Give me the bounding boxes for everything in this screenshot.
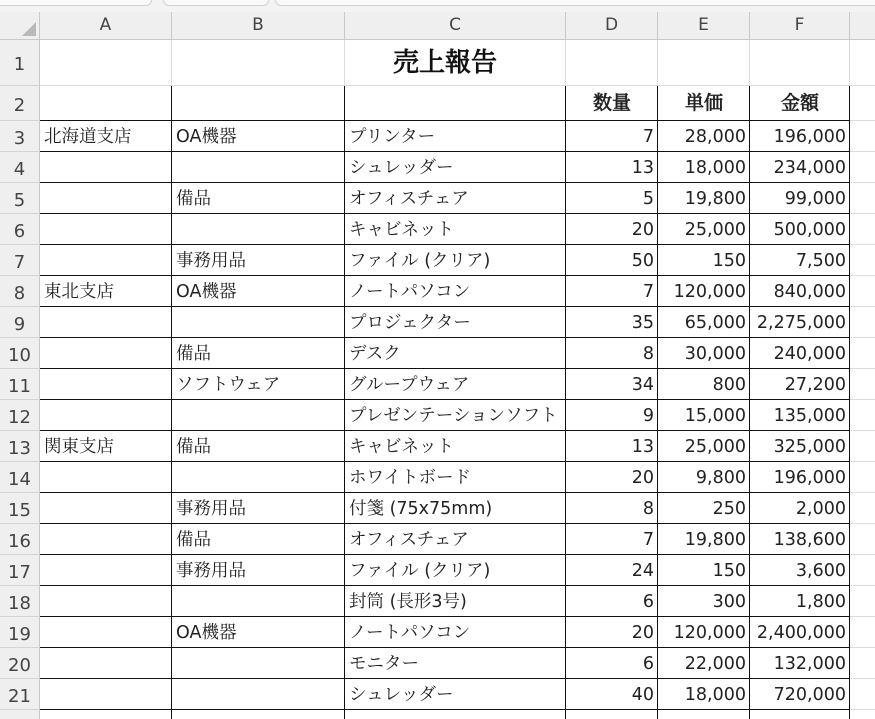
cell-price[interactable]: 120,000 (673, 282, 746, 302)
cell-price[interactable]: 800 (712, 375, 746, 395)
cell-price[interactable]: 15,000 (684, 406, 746, 426)
cell-qty[interactable]: 5 (642, 189, 654, 209)
cell-branch[interactable] (40, 214, 172, 245)
cell-category[interactable]: 事務用品 (176, 251, 246, 271)
row-header-19[interactable]: 19 (0, 617, 40, 648)
cell-item[interactable]: デスク (349, 344, 401, 364)
column-header-f[interactable]: F (750, 12, 850, 40)
cell-price[interactable]: 28,000 (684, 127, 746, 147)
cell-price[interactable]: 18,000 (684, 685, 746, 705)
cell-amount[interactable]: 196,000 (773, 468, 846, 488)
row-header-9[interactable]: 9 (0, 307, 40, 338)
cell-qty[interactable]: 7 (642, 282, 654, 302)
row-header-15[interactable]: 15 (0, 493, 40, 524)
table-border-horizontal (40, 647, 850, 648)
cell-branch[interactable] (40, 586, 172, 617)
row-header-2[interactable]: 2 (0, 86, 40, 121)
cell-amount[interactable]: 325,000 (773, 437, 846, 457)
cell-item[interactable]: ホワイトボード (349, 468, 471, 488)
row-header-4[interactable]: 4 (0, 152, 40, 183)
row-header-16[interactable]: 16 (0, 524, 40, 555)
cell-qty[interactable]: 9 (642, 406, 654, 426)
cell-amount[interactable]: 7,500 (795, 251, 846, 271)
cell-branch[interactable] (40, 617, 172, 648)
cell-amount[interactable]: 234,000 (773, 158, 846, 178)
cell-qty[interactable]: 13 (631, 437, 654, 457)
cell-price[interactable]: 120,000 (673, 623, 746, 643)
cell-qty[interactable]: 50 (631, 251, 654, 271)
select-all-triangle-icon (22, 22, 36, 36)
cell-category[interactable]: 事務用品 (176, 561, 246, 581)
table-border-horizontal (40, 678, 850, 679)
cell-amount[interactable]: 135,000 (773, 406, 846, 426)
cell-branch[interactable] (40, 307, 172, 338)
table-border-horizontal (40, 492, 850, 493)
cell-item[interactable]: モニター (349, 654, 419, 674)
cell-item[interactable]: プレゼンテーションソフト (349, 406, 558, 426)
table-border-horizontal (40, 306, 850, 307)
cell-branch[interactable] (40, 679, 172, 710)
cell-price[interactable]: 30,000 (684, 344, 746, 364)
tab-left[interactable] (0, 0, 152, 6)
row-header-20[interactable]: 20 (0, 648, 40, 679)
cell-amount[interactable]: 840,000 (773, 282, 846, 302)
cell-amount[interactable]: 2,000 (795, 499, 846, 519)
cell-category[interactable] (172, 400, 345, 431)
cell-branch[interactable]: 北海道支店 (44, 127, 132, 147)
cell-branch[interactable] (40, 400, 172, 431)
tab-middle[interactable] (163, 0, 269, 6)
table-border-horizontal (40, 151, 850, 152)
cell-category[interactable] (172, 679, 345, 710)
table-border-horizontal (40, 213, 850, 214)
cell-price[interactable]: 25,000 (684, 437, 746, 457)
column-header-g[interactable] (850, 12, 875, 40)
cell-amount[interactable]: 2,275,000 (756, 313, 846, 333)
cell-price[interactable]: 65,000 (684, 313, 746, 333)
cell-qty[interactable]: 20 (631, 468, 654, 488)
cell-item[interactable]: プロジェクター (349, 313, 471, 333)
row-header-18[interactable]: 18 (0, 586, 40, 617)
table-border-horizontal (40, 368, 850, 369)
row-header-11[interactable]: 11 (0, 369, 40, 400)
table-border-horizontal (40, 616, 850, 617)
row-header-10[interactable]: 10 (0, 338, 40, 369)
cell-qty[interactable]: 34 (631, 375, 654, 395)
cell-amount[interactable]: 138,600 (773, 530, 846, 550)
cell-branch[interactable] (40, 369, 172, 400)
row-header-13[interactable]: 13 (0, 431, 40, 462)
table-border-vertical (749, 86, 750, 719)
cell-price[interactable]: 25,000 (684, 220, 746, 240)
cell-item[interactable]: プリンター (349, 127, 436, 147)
cell-category[interactable] (172, 462, 345, 493)
cell-item[interactable]: シュレッダー (349, 158, 454, 178)
cell-price[interactable]: 22,000 (684, 654, 746, 674)
cell-branch[interactable] (40, 245, 172, 276)
cell-category[interactable] (172, 586, 345, 617)
cell-branch[interactable]: 東北支店 (44, 282, 114, 302)
table-border-horizontal (40, 554, 850, 555)
table-border-horizontal (40, 244, 850, 245)
select-all-button[interactable] (0, 12, 40, 40)
column-header-e[interactable]: E (658, 12, 750, 40)
cell-category[interactable] (172, 307, 345, 338)
cell-amount[interactable]: 27,200 (784, 375, 846, 395)
table-border-vertical (171, 86, 172, 719)
cell-category[interactable]: 事務用品 (176, 499, 246, 519)
cell-branch[interactable]: 関東支店 (44, 437, 114, 457)
cell-amount[interactable]: 3,600 (795, 561, 846, 581)
row-header-3[interactable]: 3 (0, 121, 40, 152)
column-header-d[interactable]: D (566, 12, 658, 40)
header-amount[interactable]: 金額 (780, 92, 819, 114)
row-header-14[interactable]: 14 (0, 462, 40, 493)
table-border-horizontal (40, 523, 850, 524)
table-border-horizontal (40, 399, 850, 400)
cell-category[interactable]: OA機器 (176, 282, 237, 302)
cell-category[interactable]: 備品 (176, 344, 211, 364)
row-header-8[interactable]: 8 (0, 276, 40, 307)
cell-item[interactable]: ファイル (クリア) (349, 561, 491, 581)
cell-price[interactable]: 150 (712, 561, 746, 581)
table-border-vertical (657, 86, 658, 719)
cell-amount[interactable]: 500,000 (773, 220, 846, 240)
cell-branch[interactable] (40, 462, 172, 493)
cell-branch[interactable] (40, 648, 172, 679)
cell-price[interactable]: 19,800 (684, 189, 746, 209)
row-header-7[interactable]: 7 (0, 245, 40, 276)
table-border-horizontal (40, 461, 850, 462)
row-header-12[interactable]: 12 (0, 400, 40, 431)
column-header-c[interactable]: C (345, 12, 566, 40)
cell-category[interactable] (172, 214, 345, 245)
cell-branch[interactable] (40, 183, 172, 214)
cell-category[interactable]: OA機器 (176, 623, 237, 643)
cell-category[interactable]: 備品 (176, 189, 211, 209)
cell-branch[interactable] (40, 524, 172, 555)
cell-branch[interactable] (40, 555, 172, 586)
cell-item[interactable]: 封筒 (長形3号) (349, 592, 467, 612)
cell-qty[interactable]: 7 (642, 530, 654, 550)
cell-price[interactable]: 250 (712, 499, 746, 519)
cell-qty[interactable]: 40 (631, 685, 654, 705)
table-border-horizontal (40, 182, 850, 183)
cell-branch[interactable] (40, 338, 172, 369)
header-qty[interactable]: 数量 (592, 92, 631, 114)
cell-amount[interactable]: 2,400,000 (756, 623, 846, 643)
cell-category[interactable] (172, 648, 345, 679)
header-price[interactable]: 単価 (684, 92, 723, 114)
table-border-vertical (849, 86, 850, 719)
tab-right[interactable] (275, 0, 875, 6)
cell-amount[interactable]: 720,000 (773, 685, 846, 705)
cell-category[interactable]: ソフトウェア (176, 375, 281, 395)
cell-item[interactable]: オフィスチェア (349, 530, 469, 550)
cell-qty[interactable]: 6 (642, 654, 654, 674)
cell-category[interactable]: OA機器 (176, 127, 237, 147)
cell-item[interactable]: ファイル (クリア) (349, 251, 491, 271)
cell-qty[interactable]: 20 (631, 623, 654, 643)
row-header-21[interactable]: 21 (0, 679, 40, 710)
cell-amount[interactable]: 99,000 (784, 189, 846, 209)
cell-branch[interactable] (40, 152, 172, 183)
cell-item[interactable]: キャビネット (349, 437, 454, 457)
cell-qty[interactable]: 20 (631, 220, 654, 240)
cell-qty[interactable]: 7 (642, 127, 654, 147)
cell-qty[interactable]: 35 (631, 313, 654, 333)
table-border-horizontal (40, 709, 850, 710)
cell-price[interactable]: 18,000 (684, 158, 746, 178)
cell-qty[interactable]: 24 (631, 561, 654, 581)
table-border-horizontal (40, 585, 850, 586)
cell-item[interactable]: シュレッダー (349, 685, 454, 705)
cell-item[interactable]: ノートパソコン (349, 282, 471, 302)
cell-category[interactable]: 備品 (176, 437, 211, 457)
column-header-a[interactable]: A (40, 12, 172, 40)
row-header-17[interactable]: 17 (0, 555, 40, 586)
cell-amount[interactable]: 196,000 (773, 127, 846, 147)
cell-category[interactable]: 備品 (176, 530, 211, 550)
cell-qty[interactable]: 13 (631, 158, 654, 178)
cell-amount[interactable]: 1,800 (795, 592, 846, 612)
row-header-1[interactable]: 1 (0, 40, 40, 86)
table-border-horizontal (40, 337, 850, 338)
row-header-6[interactable]: 6 (0, 214, 40, 245)
cell-qty[interactable]: 8 (642, 499, 654, 519)
cell-price[interactable]: 9,800 (695, 468, 746, 488)
table-border-horizontal (40, 430, 850, 431)
cell-item[interactable]: グループウェア (349, 375, 470, 395)
cell-qty[interactable]: 6 (642, 592, 654, 612)
cell-item[interactable]: オフィスチェア (349, 189, 469, 209)
cell-qty[interactable]: 8 (642, 344, 654, 364)
cell-item[interactable]: ノートパソコン (349, 623, 471, 643)
table-border-vertical (344, 86, 345, 719)
tab-strip (0, 0, 875, 12)
report-title[interactable]: 売上報告 (392, 48, 497, 78)
row-header-5[interactable]: 5 (0, 183, 40, 214)
table-border-vertical (565, 86, 566, 719)
table-border-horizontal (40, 120, 850, 121)
cell-branch[interactable] (40, 493, 172, 524)
cell-item[interactable]: キャビネット (349, 220, 454, 240)
cell-price[interactable]: 19,800 (684, 530, 746, 550)
column-header-b[interactable]: B (172, 12, 345, 40)
cell-category[interactable] (172, 152, 345, 183)
cell-price[interactable]: 150 (712, 251, 746, 271)
cell-price[interactable]: 300 (712, 592, 746, 612)
table-border-horizontal (40, 275, 850, 276)
cell-amount[interactable]: 240,000 (773, 344, 846, 364)
cell-item[interactable]: 付箋 (75x75mm) (349, 499, 493, 519)
row-header-22[interactable] (0, 710, 40, 719)
cell-amount[interactable]: 132,000 (773, 654, 846, 674)
